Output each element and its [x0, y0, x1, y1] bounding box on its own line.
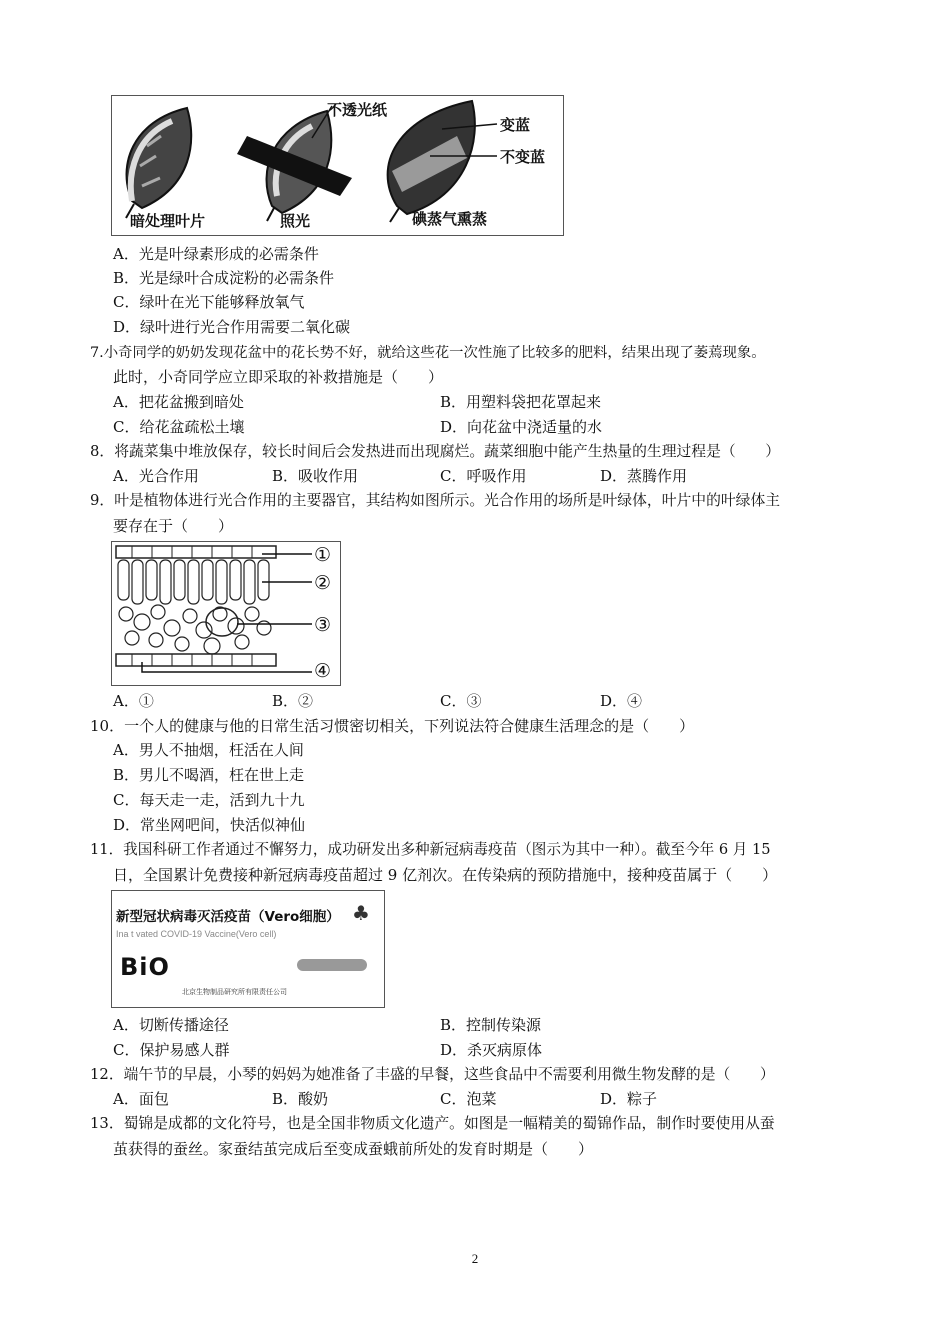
page-number: 2: [471, 1251, 479, 1266]
q10-option-b: B．男儿不喝酒，枉在世上走: [113, 766, 305, 784]
q8-option-c: C．呼吸作用: [440, 467, 527, 485]
q8-stem: 8．将蔬菜集中堆放保存，较长时间后会发热进而出现腐烂。蔬菜细胞中能产生热量的生理过程是（ ）: [90, 443, 781, 460]
label-1: ①: [314, 544, 332, 566]
vaccine-mark-icon: ♣: [352, 901, 370, 925]
label-3: ③: [314, 614, 332, 636]
q11-stem-line2: 日，全国累计免费接种新冠病毒疫苗超过 9 亿剂次。在传染病的预防措施中，接种疫苗属于（ ）: [113, 866, 778, 884]
label-blue: 变蓝: [500, 116, 531, 134]
q10-option-d: D．常坐网吧间，快活似神仙: [113, 816, 306, 834]
label-4: ④: [314, 660, 332, 682]
q11-option-b: B．控制传染源: [440, 1016, 542, 1034]
vaccine-stamp: [297, 959, 367, 971]
q9-option-a: A．①: [113, 692, 154, 710]
q7-option-c: C．给花盆疏松土壤: [113, 418, 245, 436]
q13-stem-line2: 茧获得的蚕丝。家蚕结茧完成后至变成蚕蛾前所处的发育时期是（ ）: [113, 1140, 594, 1158]
label-paper: 不透光纸: [327, 101, 388, 119]
lower-epidermis: [116, 654, 276, 666]
q10-option-a: A．男人不抽烟，枉活在人间: [113, 741, 304, 759]
q12-option-d: D．粽子: [600, 1090, 658, 1108]
vaccine-logo: BiO: [120, 953, 170, 981]
leaf-experiment-figure: [111, 95, 564, 236]
q11-option-c: C．保护易感人群: [113, 1041, 230, 1059]
q7-stem-line1: 7.小奇同学的奶奶发现花盆中的花长势不好，就给这些花一次性施了比较多的肥料，结果出现了萎蔫现象。: [90, 345, 766, 361]
q7-stem-line2: 此时，小奇同学应立即采取的补救措施是（ ）: [113, 368, 444, 386]
leaf-iodine: [388, 101, 497, 222]
q8-option-a: A．光合作用: [113, 467, 199, 485]
q9-option-b: B．②: [272, 692, 314, 710]
label-iodine: 碘蒸气熏蒸: [412, 210, 488, 228]
q7-option-b: B．用塑料袋把花罩起来: [440, 393, 602, 411]
palisade-layer: [118, 560, 269, 604]
vaccine-company: 北京生物制品研究所有限责任公司: [182, 989, 287, 996]
q12-option-a: A．面包: [113, 1090, 169, 1108]
spongy-layer: [119, 605, 271, 654]
q12-option-c: C．泡菜: [440, 1090, 497, 1108]
q11-stem-line1: 11．我国科研工作者通过不懈努力，成功研发出多种新冠病毒疫苗（图示为其中一种）。截至今年 6 月 15: [90, 841, 771, 858]
q6-option-c: C．绿叶在光下能够释放氧气: [113, 293, 305, 311]
label-notblue: 不变蓝: [500, 148, 546, 166]
q10-stem: 10．一个人的健康与他的日常生活习惯密切相关，下列说法符合健康生活理念的是（ ）: [90, 717, 695, 735]
q8-option-b: B．吸收作用: [272, 467, 359, 485]
q6-option-a: A．光是叶绿素形成的必需条件: [113, 245, 319, 263]
q9-stem-line2: 要存在于（ ）: [113, 517, 234, 535]
q9-option-c: C．③: [440, 692, 482, 710]
leaf-dark-treated: [126, 108, 191, 218]
q11-option-d: D．杀灭病原体: [440, 1041, 543, 1059]
q12-option-b: B．酸奶: [272, 1090, 329, 1108]
label-dark-treated: 暗处理叶片: [130, 212, 206, 230]
q8-option-d: D．蒸腾作用: [600, 467, 688, 485]
leaf-cross-section-figure: [111, 541, 341, 686]
q12-stem: 12．端午节的早晨，小琴的妈妈为她准备了丰盛的早餐，这些食品中不需要利用微生物发酵的是（ ）: [90, 1066, 775, 1083]
q10-option-c: C．每天走一走，活到九十九: [113, 791, 305, 809]
vaccine-box-figure: [111, 890, 385, 1008]
q9-stem-line1: 9．叶是植物体进行光合作用的主要器官，其结构如图所示。光合作用的场所是叶绿体，叶片中的叶绿体主: [90, 492, 781, 509]
leaf-lighted: [237, 106, 352, 221]
q6-option-b: B．光是绿叶合成淀粉的必需条件: [113, 269, 335, 287]
q11-option-a: A．切断传播途径: [113, 1016, 229, 1034]
q7-option-a: A．把花盆搬到暗处: [113, 393, 244, 411]
label-2: ②: [314, 572, 332, 594]
q9-option-d: D．④: [600, 692, 643, 710]
q7-option-d: D．向花盆中浇适量的水: [440, 418, 603, 436]
q13-stem-line1: 13．蜀锦是成都的文化符号，也是全国非物质文化遗产。如图是一幅精美的蜀锦作品，制作时要使用从蚕: [90, 1115, 775, 1132]
vaccine-title: 新型冠状病毒灭活疫苗（Vero细胞）: [116, 909, 340, 925]
leaf-cross-section-drawing: [112, 542, 340, 685]
vaccine-subtitle: Ina t vated COVID-19 Vaccine(Vero cell): [116, 929, 277, 939]
q6-option-d: D．绿叶进行光合作用需要二氧化碳: [113, 318, 351, 336]
label-light: 照光: [280, 212, 311, 230]
upper-epidermis: [116, 546, 276, 558]
